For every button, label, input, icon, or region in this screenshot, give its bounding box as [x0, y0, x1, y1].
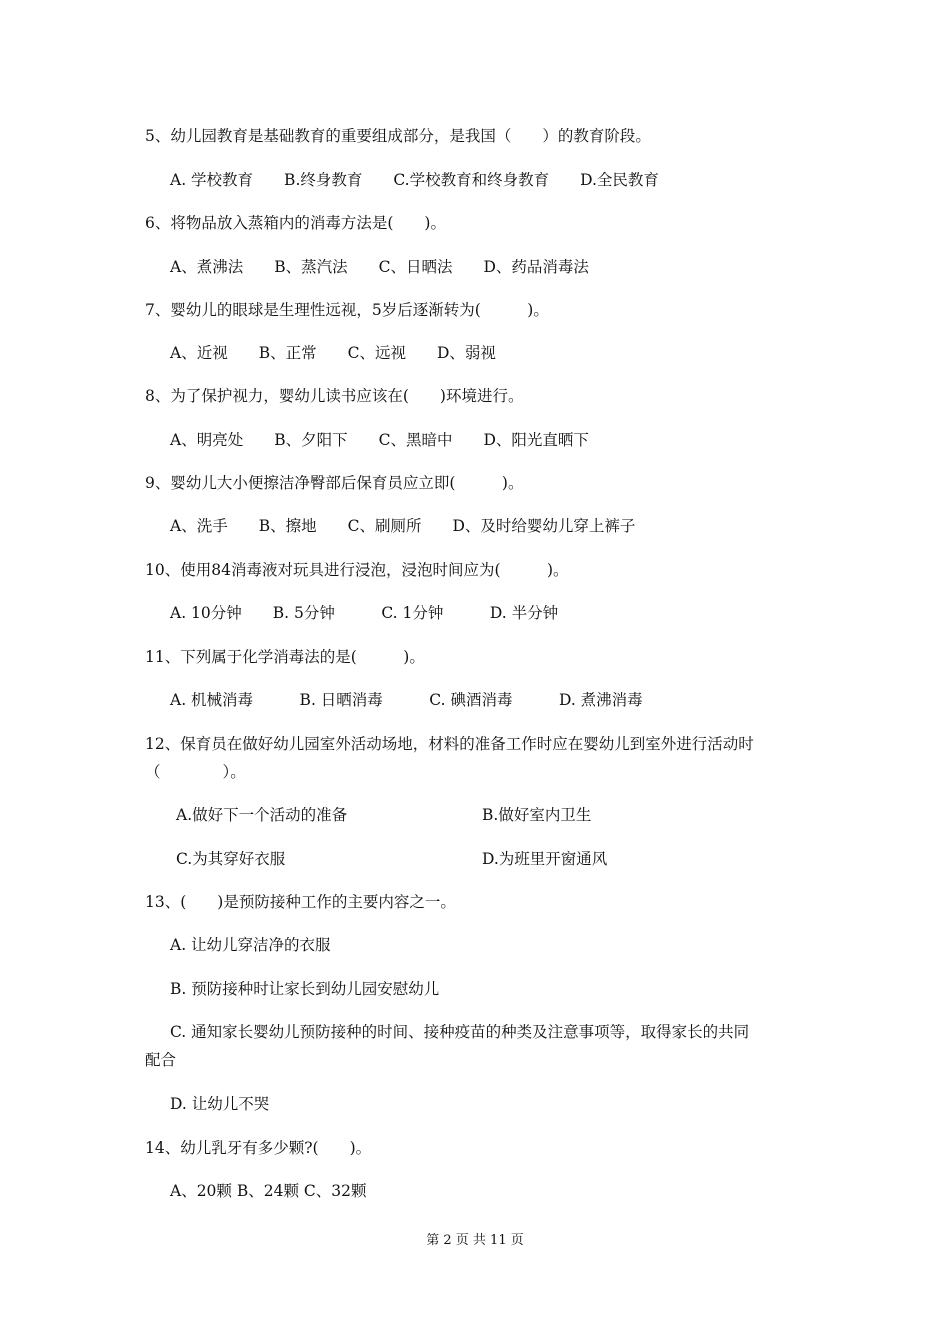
- question-13-option-c-line2: 配合: [145, 1051, 177, 1069]
- question-7-options: A、近视 B、正常 C、远视 D、弱视: [170, 344, 496, 362]
- question-12-stem-line1: 12、保育员在做好幼儿园室外活动场地，材料的准备工作时应在婴幼儿到室外进行活动时: [145, 735, 754, 753]
- question-13-option-a: A. 让幼儿穿洁净的衣服: [170, 936, 331, 954]
- question-11-stem: 11、下列属于化学消毒法的是( )。: [145, 648, 425, 666]
- question-13-option-b: B. 预防接种时让家长到幼儿园安慰幼儿: [170, 980, 440, 998]
- page-number-footer: 第 2 页 共 11 页: [426, 1233, 524, 1248]
- question-5-stem: 5、幼儿园教育是基础教育的重要组成部分，是我国（ ）的教育阶段。: [145, 127, 651, 145]
- question-10-stem: 10、使用84消毒液对玩具进行浸泡，浸泡时间应为( )。: [145, 561, 569, 579]
- question-12-option-d: D.为班里开窗通风: [482, 850, 608, 868]
- question-9-stem: 9、婴幼儿大小便擦洁净臀部后保育员应立即( )。: [145, 474, 524, 492]
- question-13-option-d: D. 让幼儿不哭: [170, 1095, 270, 1113]
- question-14-options: A、20颗 B、24颗 C、32颗: [170, 1182, 367, 1200]
- question-12-stem-line2: （ ）。: [145, 763, 246, 781]
- question-7-stem: 7、婴幼儿的眼球是生理性远视，5岁后逐渐转为( )。: [145, 301, 549, 319]
- question-5-options: A. 学校教育 B.终身教育 C.学校教育和终身教育 D.全民教育: [170, 171, 659, 189]
- question-9-options: A、洗手 B、擦地 C、刷厕所 D、及时给婴幼儿穿上裤子: [170, 517, 636, 535]
- question-13-stem: 13、( )是预防接种工作的主要内容之一。: [145, 893, 456, 911]
- question-11-options: A. 机械消毒 B. 日晒消毒 C. 碘酒消毒 D. 煮沸消毒: [170, 691, 643, 709]
- question-12-option-b: B.做好室内卫生: [482, 806, 592, 824]
- question-14-stem: 14、幼儿乳牙有多少颗?( )。: [145, 1139, 372, 1157]
- question-8-stem: 8、为了保护视力，婴幼儿读书应该在( )环境进行。: [145, 387, 524, 405]
- question-6-stem: 6、将物品放入蒸箱内的消毒方法是( )。: [145, 214, 446, 232]
- question-8-options: A、明亮处 B、夕阳下 C、黑暗中 D、阳光直晒下: [170, 431, 589, 449]
- question-12-option-a: A.做好下一个活动的准备: [176, 806, 348, 824]
- question-13-option-c-line1: C. 通知家长婴幼儿预防接种的时间、接种疫苗的种类及注意事项等，取得家长的共同: [170, 1023, 750, 1041]
- question-6-options: A、煮沸法 B、蒸汽法 C、日晒法 D、药品消毒法: [170, 258, 589, 276]
- question-12-option-c: C.为其穿好衣服: [176, 850, 286, 868]
- question-10-options: A. 10分钟 B. 5分钟 C. 1分钟 D. 半分钟: [170, 604, 559, 622]
